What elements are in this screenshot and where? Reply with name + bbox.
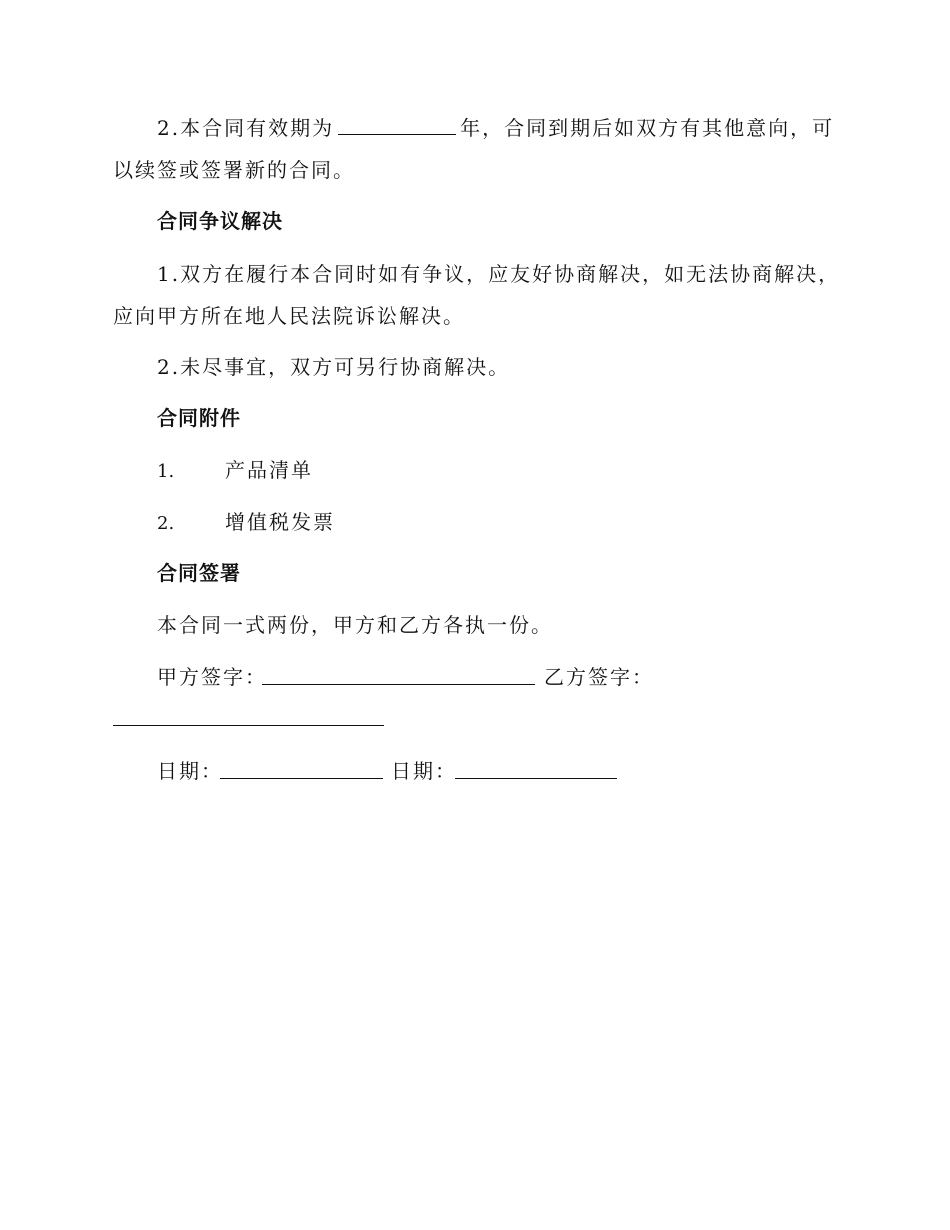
signing-heading: 合同签署 xyxy=(157,561,241,585)
term-clause-line-2: 以续签或签署新的合同。 xyxy=(113,158,355,182)
party-a-signature-label: 甲方签字： xyxy=(157,665,267,689)
party-b-date-line xyxy=(455,778,617,779)
attachment-label: 增值税发票 xyxy=(225,510,335,534)
attachment-item xyxy=(157,502,335,542)
attachment-item xyxy=(157,450,313,490)
dispute-clause-1-line-1: 1.双方在履行本合同时如有争议，应友好协商解决，如无法协商解决， xyxy=(157,262,841,286)
term-clause-prefix: 2.本合同有效期为 xyxy=(157,116,335,140)
attachment-number: 2. xyxy=(157,513,175,534)
party-a-signature-line xyxy=(262,684,535,685)
dispute-clause-2: 2.未尽事宜，双方可另行协商解决。 xyxy=(157,355,511,379)
attachment-number: 1. xyxy=(157,461,175,482)
party-a-date-label: 日期： xyxy=(157,759,223,783)
dispute-heading: 合同争议解决 xyxy=(157,209,283,233)
term-years-blank xyxy=(338,107,456,135)
attachments-heading: 合同附件 xyxy=(157,406,241,430)
dispute-clause-1-line-2: 应向甲方所在地人民法院诉讼解决。 xyxy=(113,304,465,328)
party-b-signature-line xyxy=(113,725,384,726)
party-b-signature-label: 乙方签字： xyxy=(544,665,654,689)
party-b-date-label: 日期： xyxy=(391,759,457,783)
term-clause-line-1 xyxy=(157,107,834,147)
attachment-label: 产品清单 xyxy=(225,458,313,482)
party-a-date-line xyxy=(220,778,383,779)
copies-statement: 本合同一式两份，甲方和乙方各执一份。 xyxy=(157,613,553,637)
term-clause-suffix: 年，合同到期后如双方有其他意向，可 xyxy=(460,116,835,140)
